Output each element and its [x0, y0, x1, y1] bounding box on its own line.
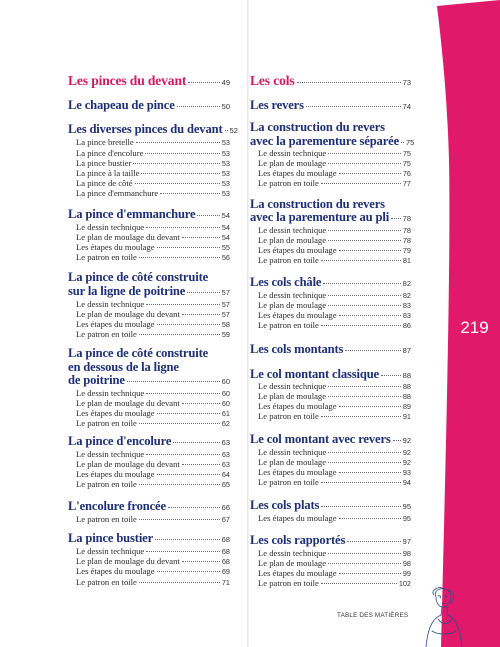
leader-dots: [141, 173, 219, 174]
toc-entry-label: Le patron en toile: [76, 479, 137, 489]
toc-section-line: La pince de côté construite: [68, 270, 209, 284]
toc-entry-label: Les étapes du moulage: [258, 568, 337, 578]
toc-subentry[interactable]: [68, 329, 230, 339]
toc-entry-label: Le dessin technique: [258, 290, 327, 300]
toc-section[interactable]: [68, 98, 230, 113]
toc-entry-label: de poitrine: [68, 373, 125, 387]
toc-subentry[interactable]: [68, 577, 230, 587]
toc-subentry[interactable]: [250, 558, 411, 568]
toc-page-number: 53: [221, 159, 230, 168]
toc-entry-label: Le patron en toile: [76, 577, 137, 587]
toc-entry-label: Le plan de moulage du devant: [76, 309, 180, 319]
toc-entry-label: avec la parementure au pli: [250, 210, 390, 224]
toc-subentry[interactable]: [250, 568, 411, 578]
leader-dots: [136, 142, 220, 143]
toc-subentry[interactable]: [68, 252, 230, 262]
toc-entry-label: Les cols: [250, 73, 295, 88]
leader-dots: [339, 518, 401, 519]
toc-page-number: 98: [402, 559, 411, 568]
toc-entry-label: Le dessin technique: [76, 299, 145, 309]
toc-entry-label: La pince à la taille: [76, 168, 140, 178]
toc-section[interactable]: [250, 432, 411, 447]
leader-dots: [155, 539, 220, 540]
toc-entry-label: Les étapes du moulage: [258, 245, 337, 255]
leader-dots: [146, 227, 220, 228]
toc-page-number: 54: [221, 211, 230, 220]
toc-subentry[interactable]: [250, 578, 411, 588]
toc-page-number: 71: [221, 578, 230, 587]
toc-chapter[interactable]: [250, 73, 411, 89]
toc-subentry[interactable]: [250, 245, 411, 255]
toc-entry-label: Le col montant avec revers: [250, 432, 391, 446]
leader-dots: [328, 462, 401, 463]
toc-entry-label: Le plan de moulage du devant: [76, 398, 180, 408]
page-number: 219: [460, 318, 489, 337]
toc-page-number: 57: [221, 310, 230, 319]
toc-subentry[interactable]: [250, 467, 411, 477]
leader-dots: [328, 452, 401, 453]
toc-page-number: 53: [221, 169, 230, 178]
toc-page-number: 94: [402, 478, 411, 487]
toc-page-number: 98: [402, 549, 411, 558]
toc-page-number: 79: [402, 246, 411, 255]
toc-subentry[interactable]: [250, 168, 411, 178]
toc-page-number: 56: [221, 253, 230, 262]
toc-entry-label: Les étapes du moulage: [76, 566, 155, 576]
leader-dots: [328, 386, 401, 387]
leader-dots: [139, 519, 220, 520]
toc-section[interactable]: [250, 533, 411, 548]
leader-dots: [328, 396, 401, 397]
leader-dots: [127, 381, 220, 382]
toc-subentry[interactable]: [250, 178, 411, 188]
toc-entry-label: Les étapes du moulage: [76, 242, 155, 252]
toc-page-number: 88: [402, 392, 411, 401]
toc-page-number: 63: [221, 450, 230, 459]
toc-page-number: 57: [221, 288, 230, 297]
toc-page-number: 87: [402, 346, 411, 355]
toc-entry-label: Le patron en toile: [76, 418, 137, 428]
toc-section[interactable]: [68, 122, 238, 137]
toc-entry-label: Le col montant classique: [250, 367, 379, 381]
toc-entry-label: Le dessin technique: [258, 381, 327, 391]
toc-entry-label: Le plan de moulage: [258, 558, 327, 568]
leader-dots: [321, 325, 401, 326]
toc-entry-label: Les pinces du devant: [68, 73, 187, 88]
toc-page-number: 63: [221, 438, 230, 447]
leader-dots: [328, 553, 401, 554]
toc-entry-label: La pince bustier: [76, 158, 132, 168]
toc-page-number: 60: [221, 399, 230, 408]
toc-entry-label: Le patron en toile: [258, 578, 319, 588]
woman-sketch-icon: [418, 585, 468, 647]
toc-subentry[interactable]: [68, 418, 230, 428]
toc-subentry[interactable]: [68, 514, 230, 524]
leader-dots: [347, 541, 400, 542]
footer-label: TABLE DES MATIÈRES: [337, 612, 409, 619]
toc-page-number: 97: [402, 537, 411, 546]
toc-page-number: 82: [402, 279, 411, 288]
leader-dots: [182, 464, 220, 465]
leader-dots: [339, 406, 401, 407]
toc-subentry[interactable]: [250, 548, 411, 558]
toc-entry-label: Les étapes du moulage: [76, 319, 155, 329]
toc-page-number: 102: [398, 579, 411, 588]
leader-dots: [328, 240, 401, 241]
leader-dots: [182, 403, 220, 404]
toc-section-line: La construction du revers: [250, 197, 385, 211]
leader-dots: [139, 582, 220, 583]
toc-entry-label: Les étapes du moulage: [258, 401, 337, 411]
toc-section[interactable]: [250, 98, 411, 113]
toc-subentry[interactable]: [68, 178, 230, 188]
toc-subentry[interactable]: [250, 401, 411, 411]
leader-dots: [182, 237, 220, 238]
leader-dots: [139, 423, 220, 424]
leader-dots: [321, 416, 401, 417]
toc-page-number: 83: [402, 311, 411, 320]
leader-dots: [328, 163, 401, 164]
toc-page-number: 59: [221, 330, 230, 339]
leader-dots: [328, 153, 401, 154]
leader-dots: [321, 482, 401, 483]
toc-section[interactable]: [250, 498, 411, 513]
toc-section[interactable]: [250, 210, 411, 225]
toc-entry-label: avec la parementure séparée: [250, 134, 400, 148]
leader-dots: [188, 82, 219, 83]
toc-page-number: 92: [402, 436, 411, 445]
leader-dots: [321, 260, 401, 261]
toc-page-number: 60: [221, 377, 230, 386]
toc-page-number: 64: [221, 470, 230, 479]
toc-subentry[interactable]: [250, 148, 411, 158]
toc-subentry[interactable]: [68, 398, 230, 408]
toc-subentry[interactable]: [68, 188, 230, 198]
leader-dots: [182, 561, 220, 562]
toc-entry-label: Le dessin technique: [76, 449, 145, 459]
toc-section[interactable]: [68, 284, 230, 299]
toc-entry-label: Les étapes du moulage: [258, 310, 337, 320]
toc-page-number: 55: [221, 243, 230, 252]
toc-section[interactable]: [250, 275, 411, 290]
leader-dots: [306, 106, 401, 107]
toc-subentry[interactable]: [250, 235, 411, 245]
toc-subentry[interactable]: [250, 381, 411, 391]
toc-subentry[interactable]: [68, 158, 230, 168]
toc-subentry[interactable]: [250, 513, 411, 523]
toc-entry-label: Le dessin technique: [258, 447, 327, 457]
leader-dots: [321, 506, 400, 507]
toc-subentry[interactable]: [68, 148, 230, 158]
toc-subentry[interactable]: [68, 222, 230, 232]
leader-dots: [146, 454, 220, 455]
toc-page-number: 92: [402, 448, 411, 457]
toc-entry-label: Les étapes du moulage: [258, 168, 337, 178]
toc-page-number: 93: [402, 468, 411, 477]
toc-entry-label: Le patron en toile: [258, 320, 319, 330]
leader-dots: [391, 218, 401, 219]
toc-subentry[interactable]: [250, 158, 411, 168]
toc-subentry[interactable]: [68, 388, 230, 398]
leader-dots: [157, 474, 220, 475]
toc-page-number: 53: [221, 149, 230, 158]
toc-page-number: 52: [229, 126, 238, 135]
toc-subentry[interactable]: [250, 290, 411, 300]
toc-subentry[interactable]: [250, 447, 411, 457]
toc-subentry[interactable]: [68, 556, 230, 566]
toc-page-number: 75: [402, 159, 411, 168]
toc-page-number: 58: [221, 320, 230, 329]
toc-entry-label: La pince bretelle: [76, 137, 134, 147]
toc-entry-label: Le plan de moulage du devant: [76, 459, 180, 469]
toc-page-number: 91: [402, 412, 411, 421]
leader-dots: [328, 563, 401, 564]
toc-subentry[interactable]: [250, 391, 411, 401]
toc-subentry[interactable]: [68, 299, 230, 309]
toc-entry-label: Les diverses pinces du devant: [68, 122, 223, 136]
leader-dots: [160, 193, 220, 194]
toc-entry-label: Le chapeau de pince: [68, 98, 175, 112]
leader-dots: [139, 257, 220, 258]
toc-page-number: 50: [221, 102, 230, 111]
toc-subentry[interactable]: [68, 309, 230, 319]
leader-dots: [197, 215, 219, 216]
leader-dots: [328, 305, 401, 306]
toc-subentry[interactable]: [68, 408, 230, 418]
toc-entry-label: La pince de côté: [76, 178, 133, 188]
toc-page-number: 68: [221, 557, 230, 566]
toc-entry-label: Le patron en toile: [76, 252, 137, 262]
toc-chapter[interactable]: [68, 73, 230, 89]
toc-entry-label: Le patron en toile: [76, 514, 137, 524]
toc-entry-label: Le patron en toile: [258, 178, 319, 188]
leader-dots: [401, 142, 404, 143]
leader-dots: [328, 230, 401, 231]
toc-page-number: 68: [221, 535, 230, 544]
leader-dots: [135, 183, 220, 184]
toc-subentry[interactable]: [68, 546, 230, 556]
toc-entry-label: Les étapes du moulage: [258, 513, 337, 523]
toc-page-number: 54: [221, 233, 230, 242]
leader-dots: [297, 82, 401, 83]
toc-page-number: 92: [402, 458, 411, 467]
toc-page-number: 49: [221, 78, 230, 87]
toc-page-number: 83: [402, 301, 411, 310]
leader-dots: [145, 153, 219, 154]
toc-entry-label: Le plan de moulage: [258, 300, 327, 310]
toc-page-number: 54: [221, 223, 230, 232]
leader-dots: [177, 106, 220, 107]
toc-section[interactable]: [68, 499, 230, 514]
toc-entry-label: Le dessin technique: [258, 548, 327, 558]
toc-page-number: 95: [402, 514, 411, 523]
toc-page-number: 63: [221, 460, 230, 469]
toc-entry-label: L'encolure froncée: [68, 499, 166, 513]
toc-entry-label: Le patron en toile: [258, 411, 319, 421]
toc-page-number: 86: [402, 321, 411, 330]
toc-page-number: 69: [221, 567, 230, 576]
toc-entry-label: sur la ligne de poitrine: [68, 284, 186, 298]
toc-subentry[interactable]: [68, 566, 230, 576]
toc-subentry[interactable]: [250, 411, 411, 421]
toc-section[interactable]: [250, 342, 411, 357]
toc-page-number: 78: [402, 236, 411, 245]
toc-section[interactable]: [250, 134, 415, 149]
toc-page-number: 53: [221, 138, 230, 147]
toc-entry-label: Les cols rapportés: [250, 533, 346, 547]
toc-page-number: 95: [402, 502, 411, 511]
toc-entry-label: La pince d'encolure: [68, 434, 172, 448]
toc-subentry[interactable]: [250, 225, 411, 235]
leader-dots: [173, 442, 219, 443]
toc-page-number: 77: [402, 179, 411, 188]
toc-page-number: 89: [402, 402, 411, 411]
toc-entry-label: Le patron en toile: [258, 255, 319, 265]
toc-entry-label: Le dessin technique: [76, 546, 145, 556]
toc-subentry[interactable]: [68, 479, 230, 489]
toc-page-number: 78: [402, 226, 411, 235]
leader-dots: [321, 583, 397, 584]
toc-entry-label: La pince d'emmanchure: [68, 207, 196, 221]
toc-entry-label: Le plan de moulage: [258, 235, 327, 245]
toc-subentry[interactable]: [250, 300, 411, 310]
toc-entry-label: Le dessin technique: [76, 388, 145, 398]
toc-page-number: 75: [406, 138, 415, 147]
toc-subentry[interactable]: [68, 449, 230, 459]
toc-entry-label: Le plan de moulage du devant: [76, 232, 180, 242]
leader-dots: [139, 484, 220, 485]
toc-subentry[interactable]: [250, 320, 411, 330]
toc-section[interactable]: [250, 367, 411, 382]
toc-entry-label: Le plan de moulage: [258, 457, 327, 467]
toc-entry-label: Le dessin technique: [258, 225, 327, 235]
leader-dots: [339, 250, 401, 251]
toc-section-line: La construction du revers: [250, 120, 385, 134]
leader-dots: [187, 292, 219, 293]
toc-entry-label: Les étapes du moulage: [258, 467, 337, 477]
leader-dots: [182, 314, 220, 315]
toc-page-number: 88: [402, 371, 411, 380]
toc-page-number: 60: [221, 389, 230, 398]
toc-page-number: 53: [221, 189, 230, 198]
leader-dots: [345, 350, 400, 351]
toc-subentry[interactable]: [68, 232, 230, 242]
leader-dots: [339, 173, 401, 174]
toc-page-number: 74: [402, 102, 411, 111]
toc-page-number: 76: [402, 169, 411, 178]
toc-entry-label: Le plan de moulage: [258, 158, 327, 168]
toc-entry-label: La pince d'encolure: [76, 148, 144, 158]
toc-page-number: 57: [221, 300, 230, 309]
toc-entry-label: Les étapes du moulage: [76, 469, 155, 479]
toc-page-number: 62: [221, 419, 230, 428]
toc-entry-label: Les étapes du moulage: [76, 408, 155, 418]
leader-dots: [139, 334, 220, 335]
toc-entry-label: La pince bustier: [68, 531, 154, 545]
toc-entry-label: Les cols châle: [250, 275, 322, 289]
toc-entry-label: Les cols plats: [250, 498, 320, 512]
toc-entry-label: Le dessin technique: [76, 222, 145, 232]
leader-dots: [168, 507, 220, 508]
leader-dots: [393, 440, 401, 441]
toc-section-line: en dessous de la ligne: [68, 360, 179, 374]
toc-page-number: 68: [221, 547, 230, 556]
leader-dots: [321, 183, 401, 184]
toc-page-number: 82: [402, 291, 411, 300]
leader-dots: [157, 571, 220, 572]
toc-page-number: 65: [221, 480, 230, 489]
leader-dots: [339, 573, 401, 574]
toc-subentry[interactable]: [250, 310, 411, 320]
leader-dots: [339, 315, 401, 316]
leader-dots: [157, 413, 220, 414]
toc-subentry[interactable]: [250, 255, 411, 265]
toc-subentry[interactable]: [250, 457, 411, 467]
toc-subentry[interactable]: [250, 477, 411, 487]
toc-entry-label: Les revers: [250, 98, 304, 112]
toc-section-line: La pince de côté construite: [68, 346, 209, 360]
toc-page-number: 53: [221, 179, 230, 188]
leader-dots: [381, 375, 401, 376]
leader-dots: [157, 247, 220, 248]
leader-dots: [339, 472, 401, 473]
toc-page-number: 61: [221, 409, 230, 418]
leader-dots: [133, 163, 220, 164]
toc-page-number: 73: [402, 78, 411, 87]
leader-dots: [328, 295, 401, 296]
toc-section[interactable]: [68, 531, 230, 546]
toc-subentry[interactable]: [68, 459, 230, 469]
toc-page-number: 75: [402, 149, 411, 158]
toc-subentry[interactable]: [68, 168, 230, 178]
toc-page-number: 67: [221, 515, 230, 524]
toc-entry-label: La pince d'emmanchure: [76, 188, 159, 198]
toc-entry-label: Le patron en toile: [76, 329, 137, 339]
toc-section[interactable]: [68, 373, 230, 388]
toc-subentry[interactable]: [68, 137, 230, 147]
toc-entry-label: Les cols montants: [250, 342, 344, 356]
toc-subentry[interactable]: [68, 242, 230, 252]
leader-dots: [146, 393, 220, 394]
toc-entry-label: Le plan de moulage du devant: [76, 556, 180, 566]
leader-dots: [157, 324, 220, 325]
toc-entry-label: Le patron en toile: [258, 477, 319, 487]
leader-dots: [146, 304, 220, 305]
toc-section[interactable]: [68, 434, 230, 449]
toc-section[interactable]: [68, 207, 230, 222]
toc-page-number: 99: [402, 569, 411, 578]
page-gutter: [247, 0, 249, 647]
toc-entry-label: Le plan de moulage: [258, 391, 327, 401]
leader-dots: [323, 283, 400, 284]
toc-page-number: 88: [402, 382, 411, 391]
toc-page-number: 78: [402, 214, 411, 223]
toc-page-number: 81: [402, 256, 411, 265]
toc-entry-label: Le dessin technique: [258, 148, 327, 158]
toc-subentry[interactable]: [68, 319, 230, 329]
toc-page-number: 66: [221, 503, 230, 512]
leader-dots: [225, 130, 228, 131]
toc-subentry[interactable]: [68, 469, 230, 479]
leader-dots: [146, 551, 220, 552]
